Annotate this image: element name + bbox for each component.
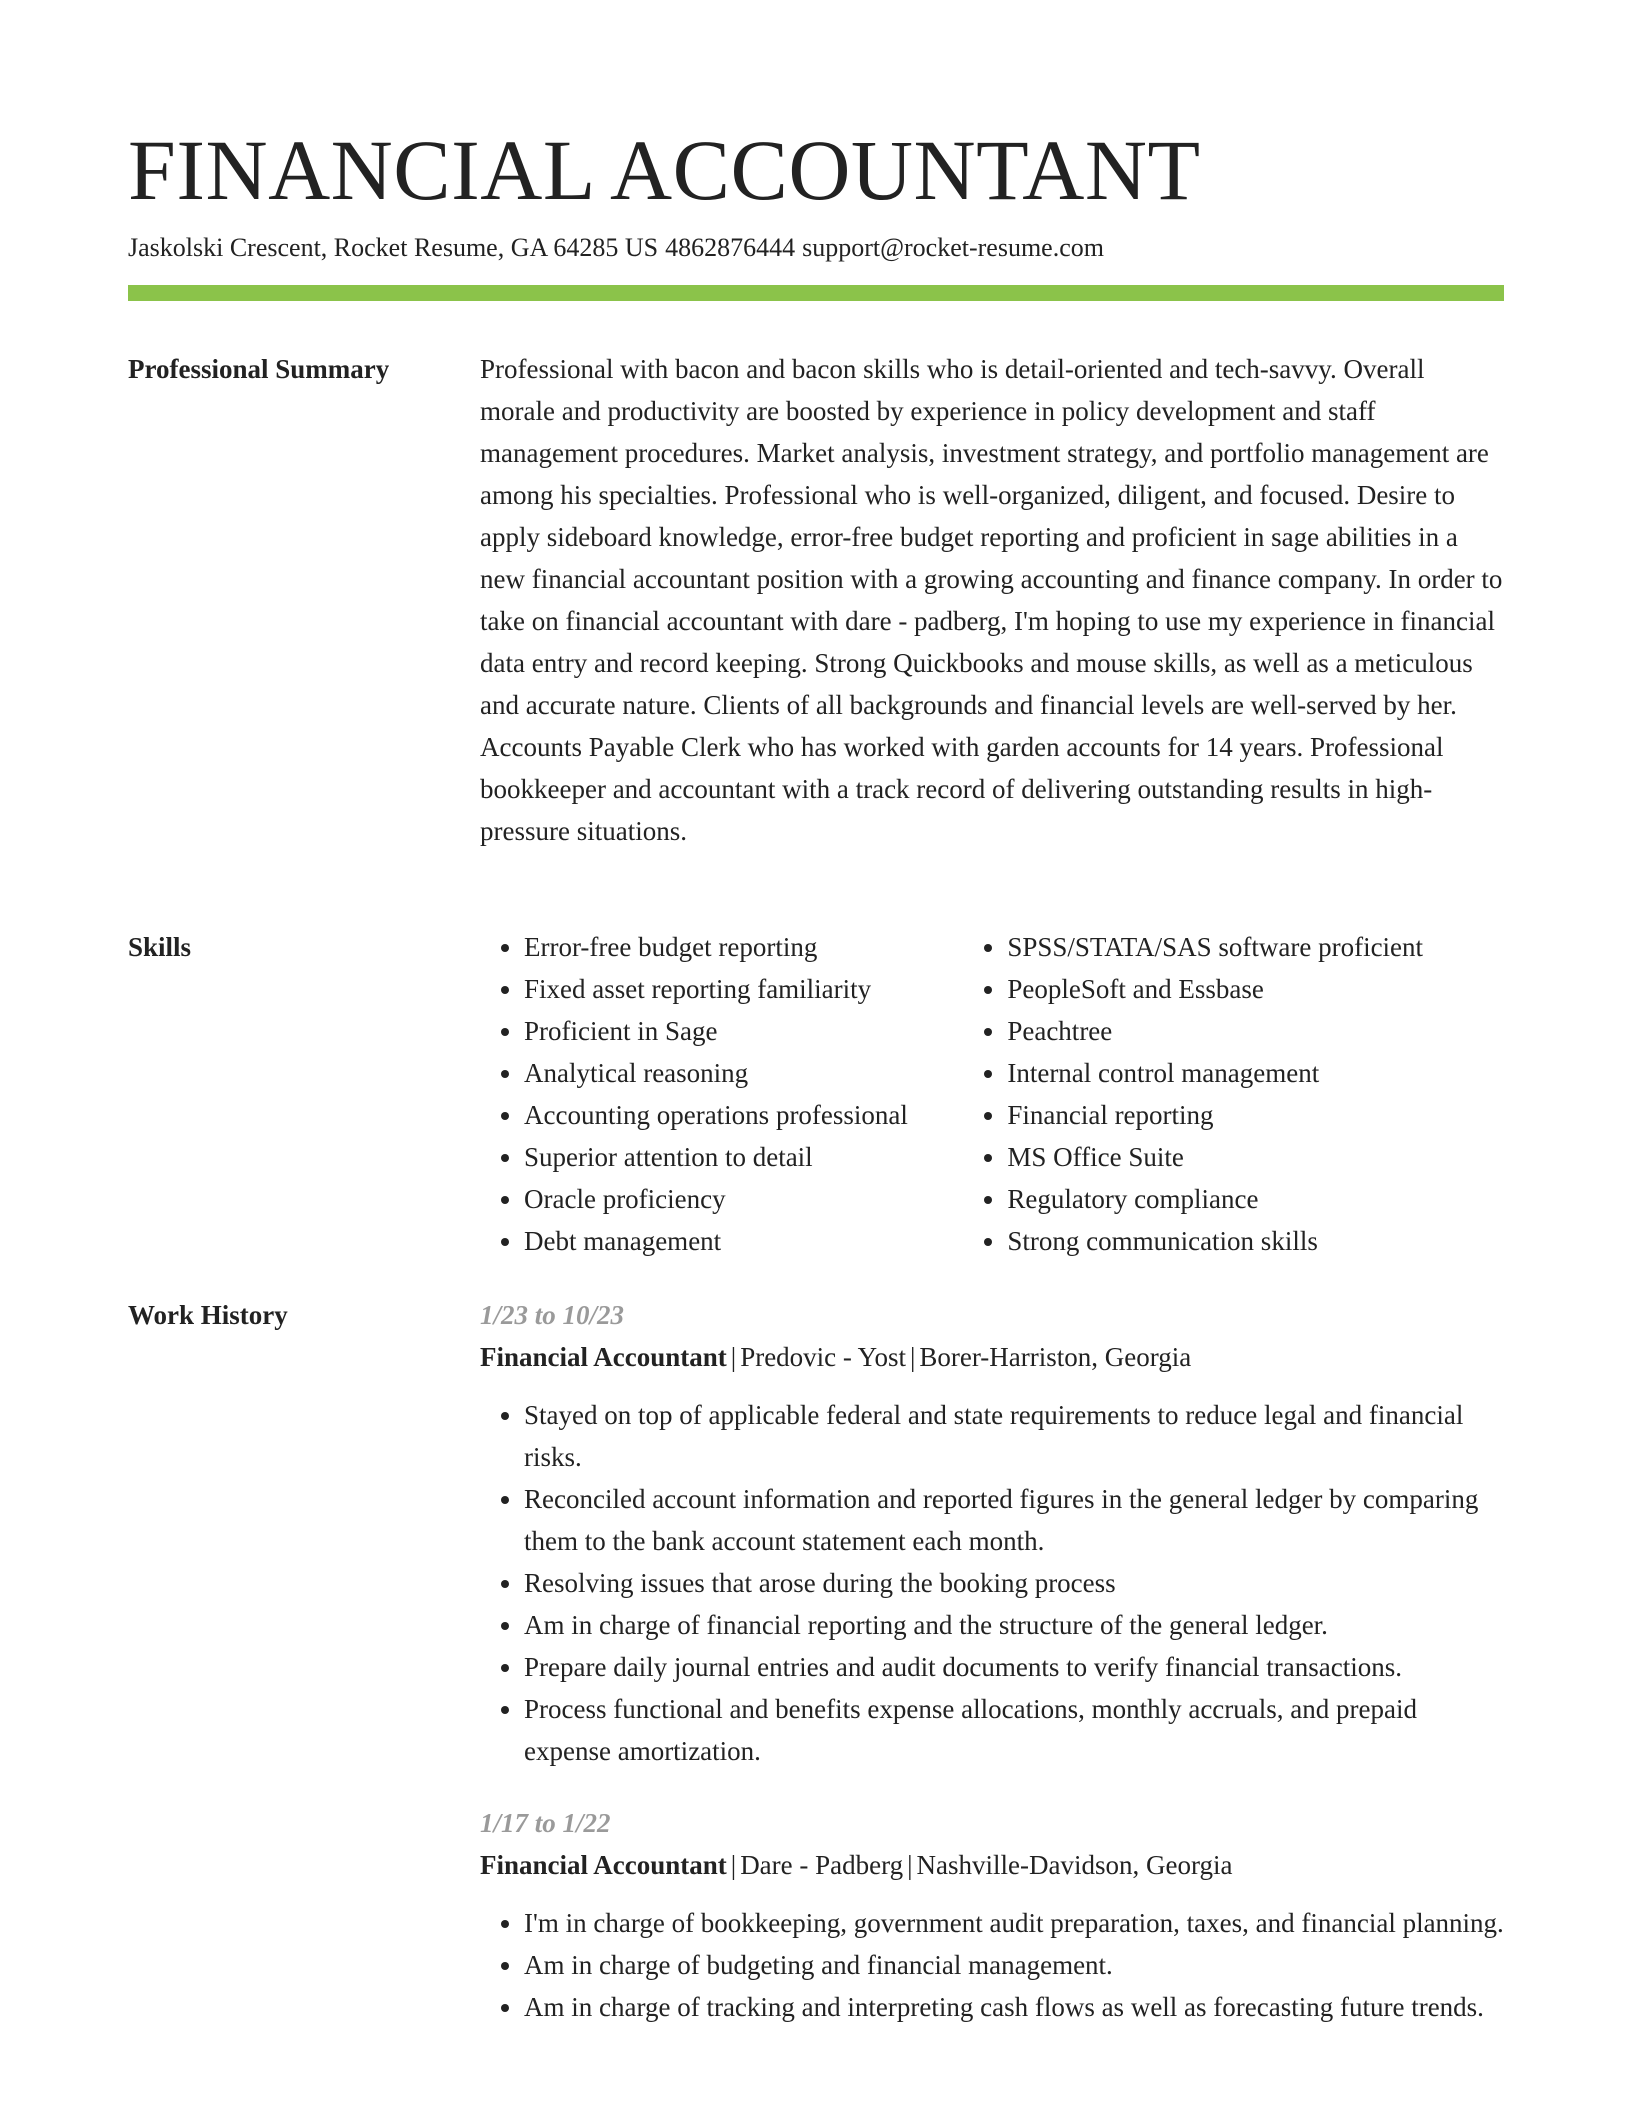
job-bullet: • Process functional and benefits expense allocations, monthly accruals, and prepaid expense amortization. xyxy=(524,1688,1504,1772)
job-bullet: • Prepare daily journal entries and audit documents to verify financial transactions. xyxy=(524,1646,1504,1688)
job-bullet: • Am in charge of financial reporting and the structure of the general ledger. xyxy=(524,1604,1504,1646)
separator: | xyxy=(909,1342,916,1372)
job-bullet: • I'm in charge of bookkeeping, government audit preparation, taxes, and financial planning. xyxy=(524,1902,1504,1944)
job-dates: 1/23 to 10/23 xyxy=(480,1300,625,1330)
job-bullet: • Am in charge of tracking and interpreting cash flows as well as forecasting future trends. xyxy=(524,1986,1504,2028)
skills-column-left xyxy=(480,926,963,1262)
skill-item: • Fixed asset reporting familiarity xyxy=(524,968,963,1010)
job-title: Financial Accountant xyxy=(480,1342,727,1372)
summary-text: Professional with bacon and bacon skills who is detail-oriented and tech-savvy. Overall morale and productivity are boosted by experience in policy development and staff management procedures. Market analysis, investment strategy, and portfolio management are among his specialties. Professional who is well-organized, diligent, and focused. Desire to apply sideboard knowledge, error-free budget reporting and proficient in sage abilities in a new financial accountant position with a growing accounting and finance company. In order to take on financial accountant with dare - padberg, I'm hoping to use my experience in financial data entry and record keeping. Strong Quickbooks and mouse skills, as well as a meticulous and accurate nature. Clients of all backgrounds and financial levels are well-served by her. Accounts Payable Clerk who has worked with garden accounts for 14 years. Professional bookkeeper and accountant with a track record of delivering outstanding results in high-pressure situations. xyxy=(480,354,1503,846)
job-location: Borer-Harriston, Georgia xyxy=(919,1342,1192,1372)
skill-item: • Regulatory compliance xyxy=(1007,1178,1504,1220)
skill-item: • Oracle proficiency xyxy=(524,1178,963,1220)
skill-item: • SPSS/STATA/SAS software proficient xyxy=(1007,926,1504,968)
job-bullets xyxy=(480,1394,1504,1772)
skills-body xyxy=(480,926,1504,1262)
skill-item: • Debt management xyxy=(524,1220,963,1262)
skill-item: • Internal control management xyxy=(1007,1052,1504,1094)
skills-grid xyxy=(480,926,1504,1262)
job-bullet: • Resolving issues that arose during the booking process xyxy=(524,1562,1504,1604)
skill-item: • Superior attention to detail xyxy=(524,1136,963,1178)
job-header xyxy=(480,1844,1504,1886)
job-header xyxy=(480,1336,1504,1378)
work-history-heading: Work History xyxy=(128,1300,288,1330)
skill-item: • MS Office Suite xyxy=(1007,1136,1504,1178)
skill-item: • Financial reporting xyxy=(1007,1094,1504,1136)
job-dates: 1/17 to 1/22 xyxy=(480,1808,611,1838)
summary-body xyxy=(480,348,1504,852)
job-location: Nashville-Davidson, Georgia xyxy=(916,1850,1233,1880)
skill-item: • Accounting operations professional xyxy=(524,1094,963,1136)
skill-item: • Peachtree xyxy=(1007,1010,1504,1052)
job-bullets xyxy=(480,1902,1504,2028)
accent-divider xyxy=(128,285,1504,301)
summary-heading: Professional Summary xyxy=(128,354,390,384)
job-entry xyxy=(480,1802,1504,2028)
separator: | xyxy=(730,1850,737,1880)
skill-item: • Strong communication skills xyxy=(1007,1220,1504,1262)
resume-name: FINANCIAL ACCOUNTANT xyxy=(128,122,1201,218)
skill-item: • PeopleSoft and Essbase xyxy=(1007,968,1504,1010)
skill-item: • Proficient in Sage xyxy=(524,1010,963,1052)
separator: | xyxy=(730,1342,737,1372)
separator: | xyxy=(907,1850,913,1880)
job-bullet: • Am in charge of budgeting and financial management. xyxy=(524,1944,1504,1986)
contact-line xyxy=(128,230,1104,266)
job-bullet: • Reconciled account information and reported figures in the general ledger by comparing them to the bank account statement each month. xyxy=(524,1478,1504,1562)
job-company: Predovic - Yost xyxy=(740,1342,906,1372)
work-history-body xyxy=(480,1294,1504,2028)
job-bullet: • Stayed on top of applicable federal and state requirements to reduce legal and financial risks. xyxy=(524,1394,1504,1478)
skills-column-right xyxy=(963,926,1504,1262)
job-entry xyxy=(480,1294,1504,1772)
job-title: Financial Accountant xyxy=(480,1850,727,1880)
skill-item: • Error-free budget reporting xyxy=(524,926,963,968)
contact-phone: 4862876444 xyxy=(665,233,796,262)
job-company: Dare - Padberg xyxy=(740,1850,904,1880)
contact-address: Jaskolski Crescent, Rocket Resume, GA 64285 US xyxy=(128,233,659,262)
contact-email: support@rocket-resume.com xyxy=(802,233,1104,262)
skill-item: • Analytical reasoning xyxy=(524,1052,963,1094)
skills-heading: Skills xyxy=(128,932,192,962)
